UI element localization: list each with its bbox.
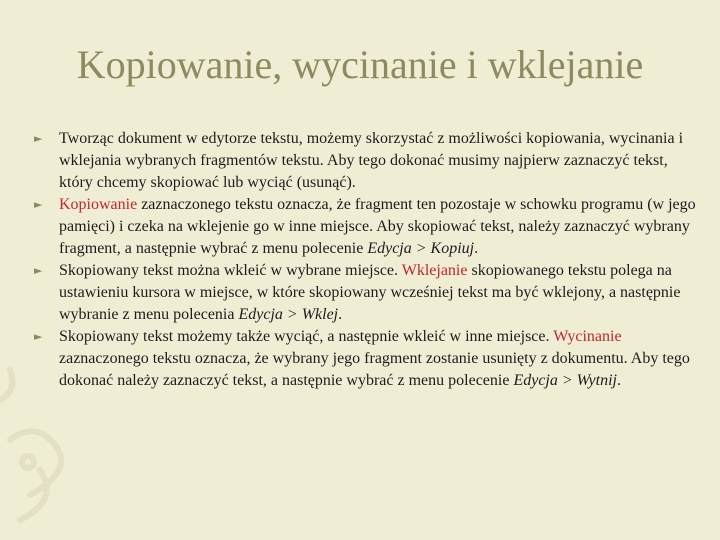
bullet-arrow-icon: ►: [34, 264, 43, 277]
keyword-highlight: Kopiowanie: [59, 196, 138, 213]
bullet-text: Tworząc dokument w edytorze tekstu, możemy skorzystać z możliwości kopiowania, wycinania i wklejania wybranych fragmentów tekstu. Aby tego dokonać musimy najpierw zaznaczyć tekst, który chcemy skopiować lub wyciąć (usunąć).: [59, 130, 684, 191]
bullet-end: .: [474, 240, 479, 257]
slide-title: Kopiowanie, wycinanie i wklejanie: [76, 42, 644, 87]
menu-path: Edycja > Wklej: [238, 306, 339, 323]
bullet-item-4: [34, 326, 700, 392]
bullet-end: .: [338, 306, 343, 323]
bullet-text-lead: Skopiowany tekst możemy także wyciąć, a następnie wkleić w inne miejsce.: [59, 328, 554, 345]
bullet-text-lead: Skopiowany tekst można wkleić w wybrane miejsce.: [59, 262, 402, 279]
bullet-item-1: [34, 128, 700, 194]
bullet-list: [34, 128, 700, 392]
bullet-text: skopiowanego tekstu polega na ustawieniu kursora w miejsce, w które skopiowany wcześniej tekst ma być wklejony, a następnie wybranie z menu polecenia: [59, 262, 681, 323]
bullet-arrow-icon: ►: [34, 330, 43, 343]
bullet-item-2: [34, 194, 700, 260]
bullet-text: zaznaczonego tekstu oznacza, że fragment ten pozostaje w schowku programu (w jego pamięci) i czeka na wklejenie go w inne miejsce. Aby skopiować tekst, należy zaznaczyć wybrany fragment, a następnie wybrać z menu polecenie: [59, 196, 696, 257]
menu-path: Edycja > Kopiuj: [367, 240, 475, 257]
keyword-highlight: Wycinanie: [553, 328, 622, 345]
bullet-end: .: [616, 372, 621, 389]
bullet-arrow-icon: ►: [34, 198, 43, 211]
menu-path: Edycja > Wytnij: [513, 372, 617, 389]
bullet-item-3: [34, 260, 700, 326]
bullet-text: zaznaczonego tekstu oznacza, że wybrany jego fragment zostanie usunięty z dokumentu. Aby tego dokonać należy zaznaczyć tekst, a następnie wybrać z menu polecenie: [59, 350, 690, 389]
keyword-highlight: Wklejanie: [401, 262, 468, 279]
bullet-arrow-icon: ►: [34, 132, 43, 145]
